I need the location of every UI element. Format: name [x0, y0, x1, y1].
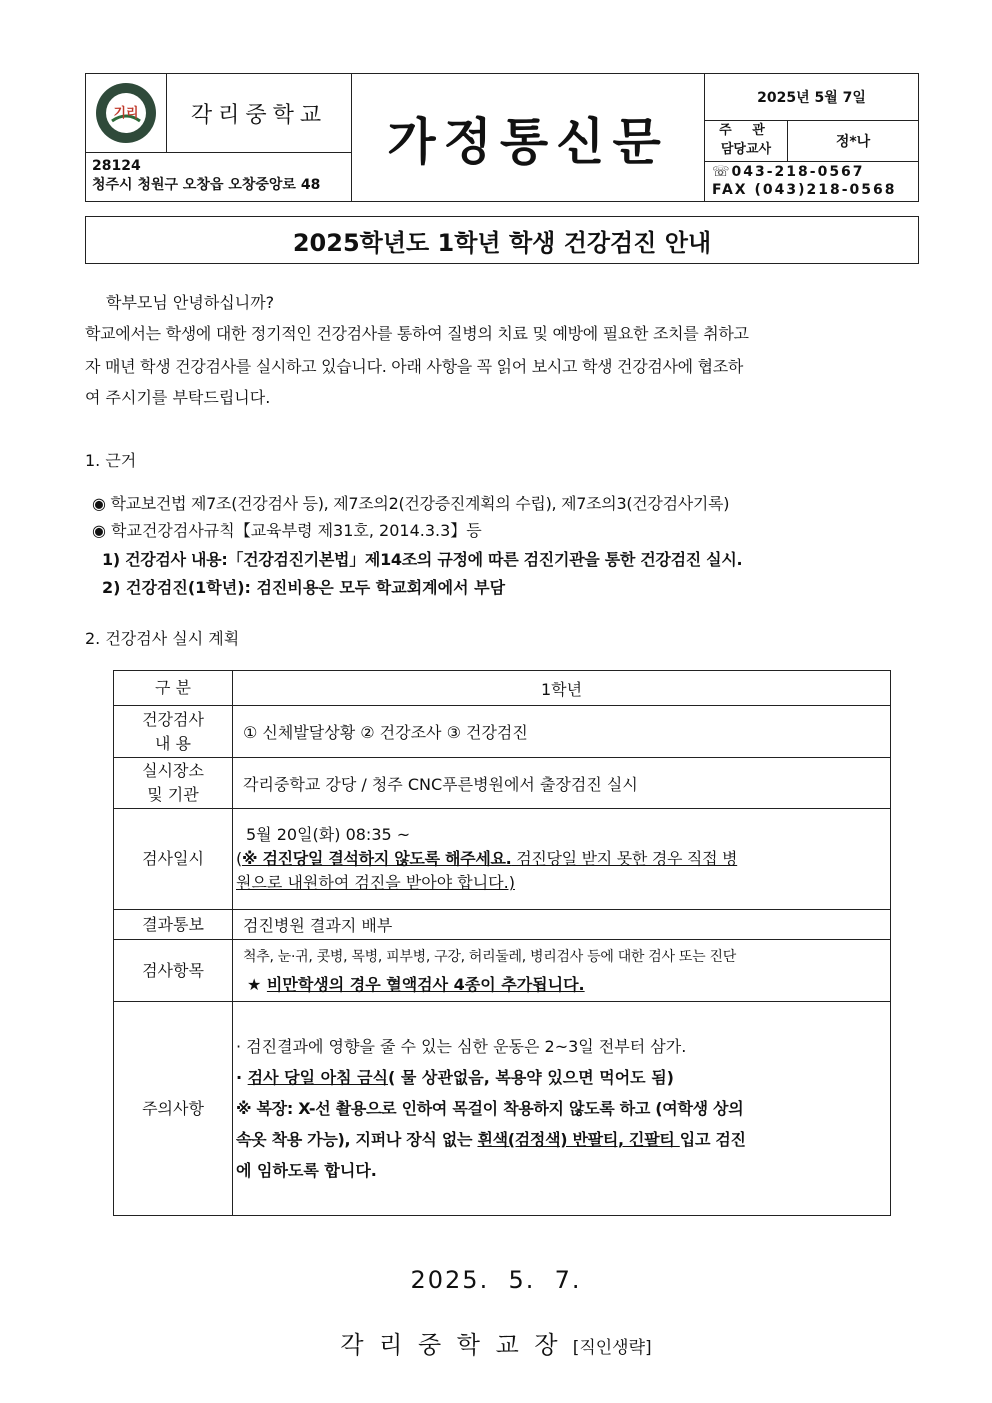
caution-2-ul: 검사 당일 아침 금식: [247, 1068, 389, 1087]
table-row-items: [114, 940, 891, 1002]
items-label: 검사항목: [114, 940, 233, 1002]
caution-value: [233, 1002, 891, 1216]
items-line-2: 비만학생의 경우 혈액검사 4종이 추가됩니다.: [266, 974, 585, 994]
intro-line-2: 자 매년 학생 건강검사를 실시하고 있습니다. 아래 사항을 꼭 읽어 보시고 학생 건강검사에 협조하: [85, 357, 744, 376]
address-cell: [85, 152, 352, 202]
fax-number: FAX (043)218-0568: [712, 182, 897, 198]
notice-title: 2025학년도 1학년 학생 건강검진 안내: [292, 228, 712, 257]
document-title: 가정통신문: [387, 112, 669, 171]
place-label-2: 및 기관: [147, 785, 199, 804]
date-label: 검사일시: [114, 809, 233, 910]
date-note-prefix: (: [236, 849, 242, 868]
caution-label: 주의사항: [114, 1002, 233, 1216]
section2-heading: 2. 건강검사 실시 계획: [85, 629, 240, 648]
teacher-name: 정*나: [835, 134, 871, 150]
section1-item-1: 1) 건강검사 내용:「건강검진기본법」제14조의 규정에 따른 검진기관을 통한 건강검진 실시.: [102, 550, 743, 569]
table-row-place: [114, 758, 891, 809]
table-header-row: [114, 671, 891, 706]
date-note-line-2: 원으로 내원하여 검진을 받아야 합니다.): [236, 873, 515, 892]
content-value: ① 신체발달상황 ② 건강조사 ③ 건강검진: [233, 706, 891, 758]
caution-line-1: · 검진결과에 영향을 줄 수 있는 심한 운동은 2~3일 전부터 삼가.: [236, 1037, 687, 1056]
teacher-cell: [787, 120, 919, 162]
intro-greeting: 학부모님 안녕하십니까?: [106, 293, 275, 312]
caution-2-a: ·: [236, 1068, 248, 1087]
school-name-cell: [166, 73, 352, 153]
content-label-2: 내 용: [155, 733, 191, 753]
school-logo-icon: [94, 81, 158, 145]
content-label-1: 건강검사: [142, 709, 204, 729]
caution-4-a: 속옷 착용 가능), 지퍼나 장식 없는: [236, 1130, 478, 1149]
star-icon: ★: [247, 974, 267, 994]
items-value: [233, 940, 891, 1002]
section1-heading: 1. 근거: [85, 451, 137, 470]
table-row-date: [114, 809, 891, 910]
title-cell: [351, 73, 705, 202]
phone-number: ☏043-218-0567: [712, 164, 865, 180]
place-label: [114, 758, 233, 809]
svg-text:기리: 기리: [113, 106, 139, 121]
caution-line-4: [236, 1124, 888, 1155]
place-value: 각리중학교 강당 / 청주 CNC푸른병원에서 출장검진 실시: [233, 758, 891, 809]
intro-line-1: 학교에서는 학생에 대한 정기적인 건강검사를 통하여 질병의 치료 및 예방에 필요한 조치를 취하고: [85, 324, 749, 343]
date-note-line-1: [236, 847, 890, 871]
school-name: 각리중학교: [190, 102, 328, 128]
school-address: 청주시 청원구 오창읍 오창중앙로 48: [92, 177, 321, 193]
issue-date: 2025년 5월 7일: [757, 90, 866, 106]
intro-line-3: 여 주시기를 부탁드립니다.: [85, 388, 271, 407]
items-line-1: 척추, 눈·귀, 콧병, 목병, 피부병, 구강, 허리둘레, 병리검사 등에 대한 검사 또는 진단: [243, 948, 736, 965]
result-label: 결과통보: [114, 910, 233, 940]
seal-note: [직인생략]: [572, 1338, 652, 1358]
health-check-plan-table: [113, 670, 891, 1216]
notice-title-box: [85, 216, 919, 264]
date-note-rest: 검진당일 받지 못한 경우 직접 병: [511, 849, 738, 868]
header-grade: 1학년: [233, 671, 891, 706]
table-row-caution: [114, 1002, 891, 1216]
caution-line-3: ※ 복장: X-선 촬용으로 인하여 목걸이 착용하지 않도록 하고 (여학생 상의: [236, 1099, 744, 1118]
postal-code: 28124: [92, 158, 141, 174]
principal-title: 각 리 중 학 교 장: [340, 1331, 562, 1359]
header-category: 구 분: [114, 671, 233, 706]
footer-date: 2025. 5. 7.: [410, 1266, 582, 1294]
content-label: [114, 706, 233, 758]
dept-label-2: 담당교사: [720, 142, 772, 157]
items-line-2-wrap: [243, 971, 890, 999]
place-label-1: 실시장소: [142, 761, 204, 780]
table-row-result: [114, 910, 891, 940]
caution-4-b: 입고 검진: [679, 1130, 746, 1149]
caution-2-b: ( 물 상관없음, 복용약 있으면 먹어도 됨): [388, 1068, 674, 1087]
caution-line-2: [236, 1062, 888, 1093]
contact-area: [712, 163, 912, 199]
caution-4-ul: 흰색(검정색) 반팔티, 긴팔티: [477, 1130, 680, 1149]
date-note-bold: ※ 검진당일 결석하지 않도록 해주세요.: [241, 849, 512, 868]
table-row-content: [114, 706, 891, 758]
section1-bullet-2: ◉ 학교건강검사규칙【교육부령 제31호, 2014.3.3】등: [92, 521, 482, 540]
dept-label-1: 주 관: [719, 123, 773, 138]
result-value: 검진병원 결과지 배부: [233, 910, 891, 940]
footer-signature: [0, 1325, 992, 1360]
logo-cell: [85, 73, 167, 153]
section1-bullet-1: ◉ 학교보건법 제7조(건강검사 등), 제7조의2(건강증진계획의 수립), 제7조의3(건강검사기록): [92, 494, 730, 513]
dept-label-cell: [704, 120, 788, 162]
date-cell: [704, 73, 919, 121]
caution-line-5: 에 임하도록 합니다.: [236, 1161, 377, 1180]
date-line-1: 5월 20일(화) 08:35 ~: [246, 825, 411, 844]
section1-item-2: 2) 건강검진(1학년): 검진비용은 모두 학교회계에서 부담: [102, 578, 506, 597]
date-value: [233, 809, 891, 910]
